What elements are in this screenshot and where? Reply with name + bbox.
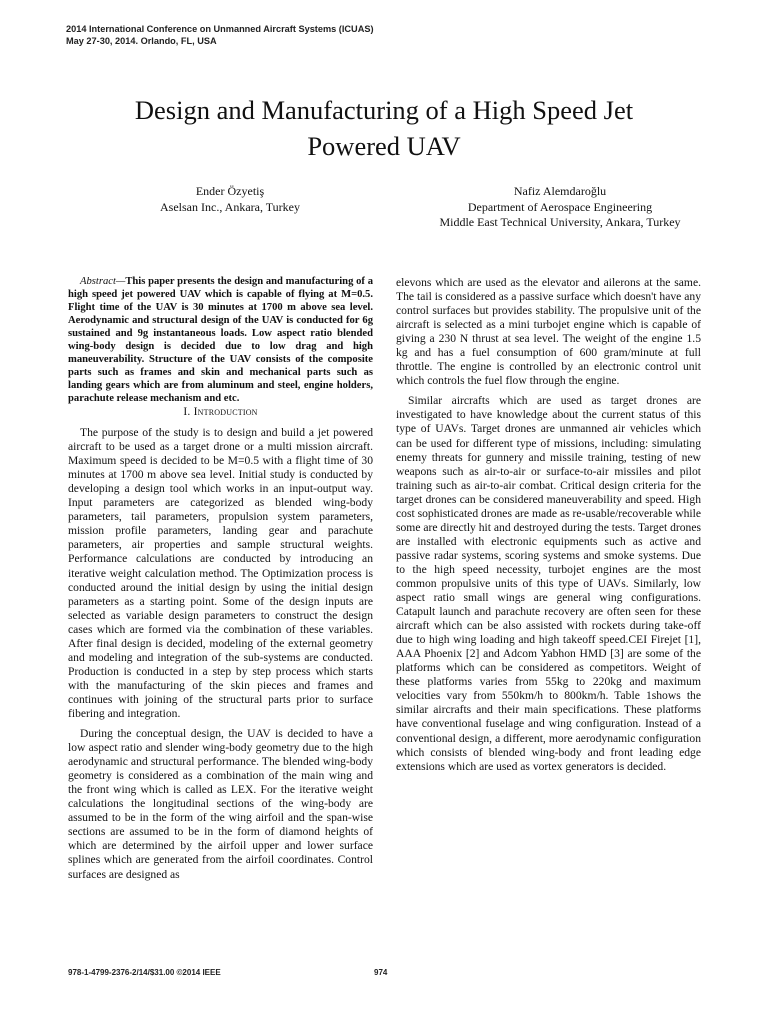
body-paragraph: During the conceptual design, the UAV is decided to have a low aspect ratio and slender wing-body geometry due to the high aerodynamic and structural performance. The blended wing-body geometry is considered as a combination of the main wing and the front wing which is called as LEX. For the iterative weight calculations the longitudinal sections of the wing-body are assumed to be in the form of the wing airfoil and the span-wise sections are assumed to be in the form of diamond heights of which are determined by the airfoil upper and lower surface splines which are generated from the airfoil coordinates. Control surfaces are designed as — [68, 727, 373, 881]
paper-title — [60, 92, 708, 164]
author-name: Ender Özyetiş — [195, 184, 265, 198]
section-numeral: I. — [183, 405, 194, 418]
abstract — [68, 275, 373, 405]
conference-date-location: May 27-30, 2014. Orlando, FL, USA — [66, 35, 217, 46]
body-paragraph: elevons which are used as the elevator and ailerons at the same. The tail is considered as a passive surface which doesn't have any control surfaces but provides stability. The propulsive unit of the aircraft is selected as a mini turbojet engine which is capable of giving a 230 N thrust at sea level. The weight of the engine 1.5 kg and has a fuel consumption of 600 gram/minute at full throttle. The engine is controlled by an electronic control unit which controls the fuel flow through the engine. — [396, 276, 701, 388]
conference-name: 2014 International Conference on Unmanned Aircraft Systems (ICUAS) — [66, 24, 374, 34]
paper-title-line-1: Design and Manufacturing of a High Speed Jet — [134, 95, 634, 125]
body-paragraph: Similar aircrafts which are used as target drones are investigated to have knowledge about the current status of this type of UAVs. Target drones are unmanned air vehicles which can be used for different type of missions, including: simulating enemy threats for gunnery and missile training, testing of new weapons such as air-to-air or surface-to-air missiles and pilot training such as air-to-air combat. Critical design criteria for the target drones can be considered maneuverability and speed. High cost sophisticated drones are made as re-usable/recoverable while some are directly hit and destroyed during the tests. Target drones are installed with electronic equipments such as active and passive radar systems, scoring systems and smoke systems. Due to the high speed necessity, turbojet engines are the most common propulsive units of this type of UAVs. Similarly, low aspect ratio small wings are general wing configurations. Catapult launch and parachute recovery are often seen for these aircraft which can be also assisted with rockets during take-off due to high wing loading and high takeoff speed.CEI Firejet [1], AAA Phoenix [2] and Adcom Yabhon HMD [3] are some of the platforms which can be considered as competitors. Weight of these platforms varies from 55kg to 220kg and maximum velocities vary from 550km/h to 800km/h. Table 1shows the similar aircrafts and their main specifications. These platforms have conventional fuselage and wing configuration. Instead of a conventional design, a different, more aerodynamic configuration which consists of blended wing-body and front leading edge extensions which are used as vortex generators is decided. — [396, 394, 701, 773]
section-title: Introduction — [193, 405, 258, 418]
author-affiliation: Middle East Technical University, Ankara, Turkey — [439, 215, 681, 229]
page-number: 974 — [374, 968, 388, 977]
section-heading-introduction — [68, 405, 373, 419]
conference-header — [66, 24, 374, 47]
author-affiliation: Aselsan Inc., Ankara, Turkey — [160, 199, 300, 214]
right-column — [396, 276, 701, 774]
abstract-text: This paper presents the design and manufacturing of a high speed jet powered UAV which is capable of flying at M=0.5. Flight time of the UAV is 30 minutes at 1700 m above sea level. Aerodynamic and structural design of the UAV is conducted for 6g sustained and 9g instantaneous loads. Low aspect ratio blended wing-body design is decided due to low drag and high maneuverability. Structure of the UAV consists of the composite parts such as frames and skin and mechanical parts such as landing gears which are from aluminum and steel, engine holders, parachute release mechanism and etc. — [68, 276, 373, 404]
copyright-footer: 978-1-4799-2376-2/14/$31.00 ©2014 IEEE — [68, 968, 221, 977]
paper-title-line-2: Powered UAV — [307, 131, 461, 161]
author-name: Nafiz Alemdaroğlu — [513, 184, 607, 198]
abstract-dash: — — [115, 276, 126, 287]
author-affiliation: Department of Aerospace Engineering — [467, 199, 653, 214]
left-column — [68, 275, 373, 882]
body-paragraph: The purpose of the study is to design and build a jet powered aircraft to be used as a target drone or a multi mission aircraft. Maximum speed is decided to be M=0.5 with a flight time of 30 minutes at 1700 m above sea level. Initial study is conducted by developing a design tool which works in an input-output way. Input parameters are categorized as blended wing-body parameters, tail parameters, propulsion system parameters, mission profile parameters, landing gear and parachute parameters, air properties and sample structural weights. Performance calculations are conducted by introducing an iterative weight calculation method. The Optimization process is conducted around the initial design by using the initial design parameters as a starting point. Some of the design inputs are selected as variable design parameters to construct the design cases which are formed via the combination of these variables. After final design is decided, modeling of the external geometry and modeling and integration of the sub-systems are conducted. Production is conducted in a step by step process which starts with the manufacturing of the skin pieces and frames and continues with joining of the structural parts prior to surface fibering and integration. — [68, 426, 373, 720]
abstract-label: Abstract — [80, 276, 116, 287]
author-block-2 — [410, 184, 710, 231]
author-block-1 — [100, 184, 360, 215]
